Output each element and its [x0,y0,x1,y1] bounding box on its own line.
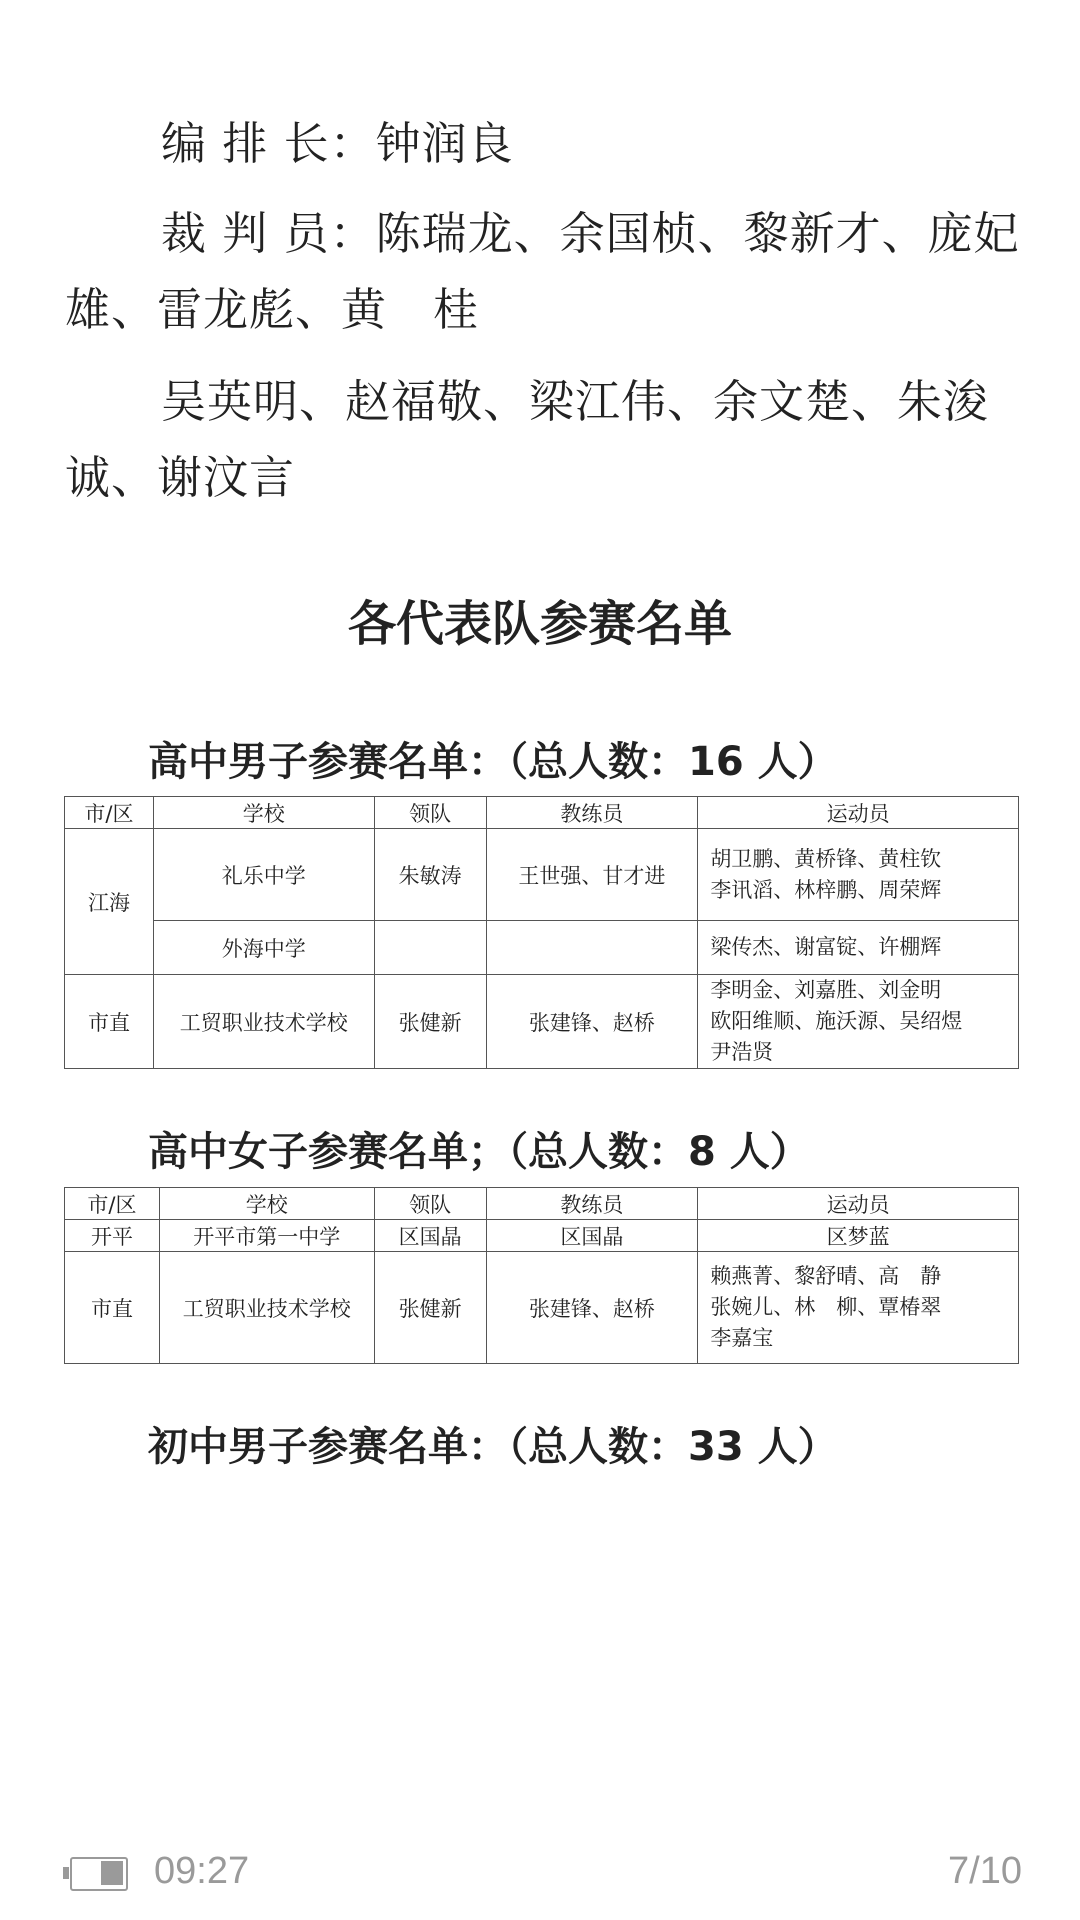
column-header: 教练员 [486,1188,698,1220]
section-heading-hs-boys: 高中男子参赛名单：（总人数：16 人） [148,739,838,785]
athletes-line: 欧阳维顺、施沃源、吴绍煜 [710,1009,963,1033]
leader-cell [374,921,486,975]
athletes-line: 胡卫鹏、黄桥锋、黄柱钦 [710,846,942,871]
table-header-row [65,797,1019,829]
athletes-cell: 区梦蓝 [698,1220,1019,1252]
column-header: 学校 [153,797,374,829]
page-indicator: 7/10 [948,1850,1022,1892]
referees-more-paragraph [65,364,1020,516]
athletes-line: 张婉儿、林 柳、覃椿翠 [710,1295,942,1319]
roster-table-hs-boys [64,796,1019,1069]
section-heading-hs-girls: 高中女子参赛名单；（总人数：8 人） [148,1129,810,1175]
athletes-cell [698,921,1019,975]
athletes-cell [698,975,1019,1069]
scheduler-label: 编 排 长： [161,117,376,170]
athletes-line: 尹浩贤 [710,1040,774,1064]
clock-time: 09:27 [154,1850,250,1892]
referees-paragraph [65,196,1020,348]
district-cell: 开平 [65,1220,160,1252]
coach-cell: 区国晶 [486,1220,698,1252]
table-row [65,921,1019,975]
document-title: 各代表队参赛名单 [347,596,732,652]
table-row [65,1252,1019,1364]
column-header: 领队 [374,797,486,829]
column-header: 教练员 [486,797,698,829]
district-cell: 江海 [65,829,154,975]
school-cell: 工贸职业技术学校 [153,975,374,1069]
athletes-line: 李嘉宝 [710,1326,774,1350]
district-cell: 市直 [65,1252,160,1364]
scheduler-names: 钟润良 [375,117,514,170]
column-header: 领队 [374,1188,486,1220]
referees-label: 裁 判 员： [161,207,376,260]
column-header: 运动员 [698,1188,1019,1220]
leader-cell: 张健新 [374,975,486,1069]
column-header: 市/区 [65,797,154,829]
leader-cell: 张健新 [374,1252,486,1364]
column-header: 市/区 [65,1188,160,1220]
athletes-line: 梁传杰、谢富锭、许棚辉 [710,935,942,959]
coach-cell: 张建锋、赵桥 [486,975,698,1069]
athletes-cell [698,829,1019,921]
school-cell: 外海中学 [153,921,374,975]
table-row [65,1220,1019,1252]
referees-more-names: 吴英明、赵福敬、梁江伟、余文楚、朱浚诚、谢汶言 [65,375,990,504]
table-row [65,829,1019,921]
school-cell: 礼乐中学 [153,829,374,921]
athletes-line: 赖燕菁、黎舒晴、高 静 [710,1264,942,1288]
leader-cell: 朱敏涛 [374,829,486,921]
table-row [65,975,1019,1069]
referees-names: 陈瑞龙、余国桢、黎新才、庞妃雄、雷龙彪、黄 桂 [65,207,1020,336]
column-header: 运动员 [698,797,1019,829]
athletes-cell [698,1252,1019,1364]
section-heading-ms-boys: 初中男子参赛名单：（总人数：33 人） [148,1424,838,1470]
battery-icon [62,1857,128,1891]
coach-cell [486,921,698,975]
leader-cell: 区国晶 [374,1220,486,1252]
school-cell: 工贸职业技术学校 [159,1252,374,1364]
reader-status-bar [0,1840,1080,1900]
district-cell: 市直 [65,975,154,1069]
coach-cell: 王世强、甘才进 [486,829,698,921]
athletes-line: 李明金、刘嘉胜、刘金明 [710,978,942,1002]
coach-cell: 张建锋、赵桥 [486,1252,698,1364]
athletes-line: 李讯滔、林梓鹏、周荣辉 [710,877,942,902]
school-cell: 开平市第一中学 [159,1220,374,1252]
roster-table-hs-girls [64,1187,1019,1364]
scheduler-paragraph [65,106,1020,182]
table-header-row [65,1188,1019,1220]
column-header: 学校 [159,1188,374,1220]
